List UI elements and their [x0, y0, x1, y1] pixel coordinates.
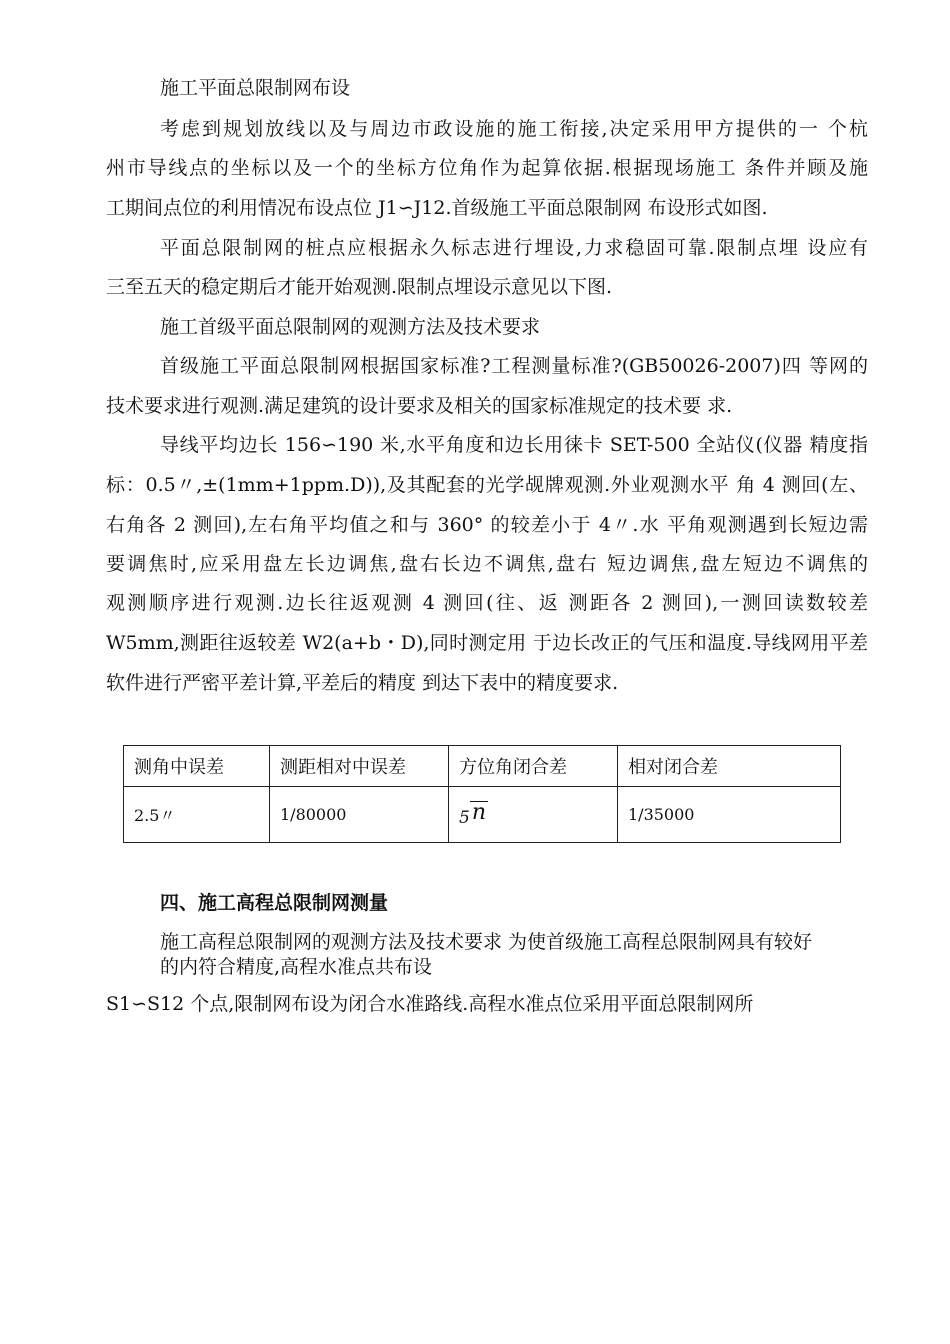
paragraph-line: 导线平均边长 156∽190 米,水平角度和边长用徕卡 SET-500 全站仪(仪器 精度指	[160, 434, 868, 456]
paragraph-line: 三至五天的稳定期后才能开始观测.限制点埋设示意见以下图.	[106, 276, 613, 298]
paragraph-line: S1∽S12 个点,限制网布设为闭合水准路线.高程水准点位采用平面总限制网所	[106, 993, 754, 1015]
column-header: 测距相对中误差	[270, 746, 449, 787]
paragraph-line: 考虑到规划放线以及与周边市政设施的施工衔接,决定采用甲方提供的一 个杭	[160, 118, 868, 140]
table-cell-formula	[449, 787, 618, 843]
heading-elevation: 四、施工高程总限制网测量	[160, 892, 389, 914]
column-header: 方位角闭合差	[449, 746, 618, 787]
paragraph-line: 观测顺序进行观测.边长往返观测 4 测回(往、返 测距各 2 测回),一测回读数较差	[106, 592, 868, 614]
formula-sqrt-n: n	[471, 800, 486, 825]
table-cell: 1/35000	[618, 787, 841, 843]
paragraph-line: 首级施工平面总限制网根据国家标准?工程测量标准?(GB50026-2007)四 等网的	[160, 355, 868, 377]
paragraph-line: 的内符合精度,高程水准点共布设	[160, 956, 433, 978]
heading-plane-layout: 施工平面总限制网布设	[160, 77, 351, 99]
heading-plane-method: 施工首级平面总限制网的观测方法及技术要求	[160, 316, 541, 338]
table-cell: 1/80000	[270, 787, 449, 843]
table-header-row	[124, 746, 841, 787]
accuracy-table	[123, 745, 841, 843]
paragraph-line: 平面总限制网的桩点应根据永久标志进行埋设,力求稳固可靠.限制点埋 设应有	[160, 237, 868, 259]
paragraph-line: 工期间点位的利用情况布设点位 J1∽J12.首级施工平面总限制网 布设形式如图.	[106, 197, 768, 219]
formula-coefficient: 5	[459, 808, 470, 828]
paragraph-line: 要调焦时,应采用盘左长边调焦,盘右长边不调焦,盘右 短边调焦,盘左短边不调焦的	[106, 553, 868, 575]
paragraph-line: 标：0.5〃,±(1mm+1ppm.D)),及其配套的光学觇牌观测.外业观测水平 角 4 测回(左、	[106, 474, 868, 496]
column-header: 测角中误差	[124, 746, 270, 787]
paragraph-line: 技术要求进行观测.满足建筑的设计要求及相关的国家标准规定的技术要 求.	[106, 395, 733, 417]
paragraph-line: 软件进行严密平差计算,平差后的精度 到达下表中的精度要求.	[106, 672, 619, 694]
paragraph-line: 施工高程总限制网的观测方法及技术要求 为使首级施工高程总限制网具有较好	[160, 931, 813, 953]
paragraph-line: W5mm,测距往返较差 W2(a+b・D),同时测定用 于边长改正的气压和温度.导线网用平差	[106, 632, 868, 654]
column-header: 相对闭合差	[618, 746, 841, 787]
table-row	[124, 787, 841, 843]
paragraph-line: 右角各 2 测回),左右角平均值之和与 360° 的较差小于 4〃.水 平角观测遇到长短边需	[106, 514, 868, 536]
paragraph-line: 州市导线点的坐标以及一个的坐标方位角作为起算依据.根据现场施工 条件并顾及施	[106, 157, 868, 179]
table-cell: 2.5〃	[124, 787, 270, 843]
